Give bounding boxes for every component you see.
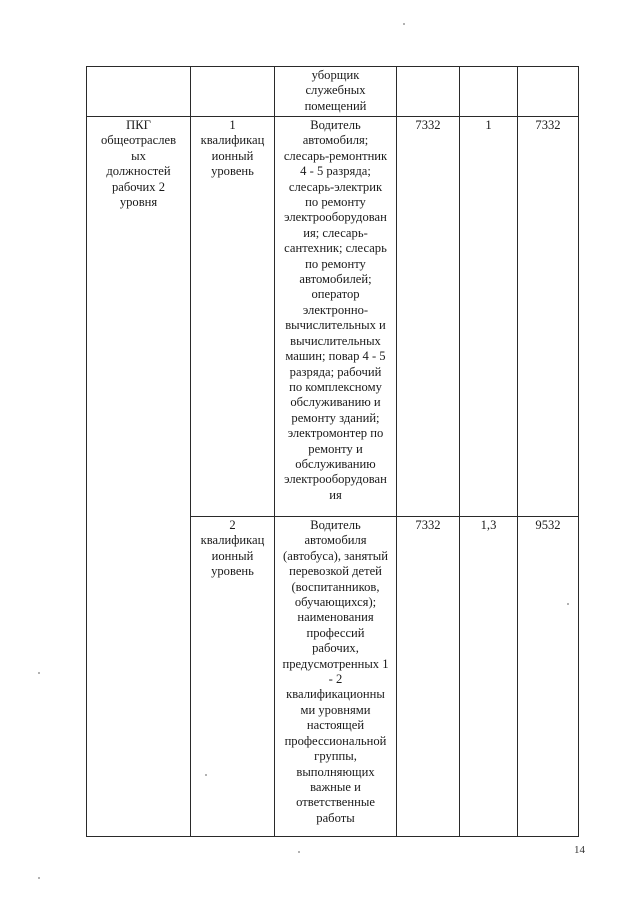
cell-base-salary: 7332	[397, 117, 460, 517]
scan-speck	[38, 877, 40, 879]
cell-group-label: ПКГ общеотраслев ых должностей рабочих 2 уровня	[87, 117, 191, 837]
salary-table	[86, 66, 579, 837]
table-row	[87, 117, 579, 517]
scan-speck	[205, 774, 207, 776]
cell-coefficient: 1	[460, 117, 518, 517]
cell-salary: 7332	[518, 117, 579, 517]
cell-professions: Водитель автомобиля; слесарь-ремонтник 4 - 5 разряда; слесарь-электрик по ремонту электрооборудован ия; слесарь- сантехник; слесарь по ремонту автомобилей; оператор электронно- вычислительных и вычислительных машин; повар 4 - 5 разряда; рабочий по комплексному обслуживанию и ремонту зданий; электромонтер по ремонту и обслуживанию электрооборудован ия	[275, 117, 397, 517]
cell-coef-empty	[460, 67, 518, 117]
cell-qualification-level: 2 квалификац ионный уровень	[191, 517, 275, 837]
scan-speck	[298, 851, 300, 853]
table-row-continued	[87, 67, 579, 117]
cell-professions: Водитель автомобиля (автобуса), занятый перевозкой детей (воспитанников, обучающихся); наименования профессий рабочих, предусмотренных 1 - 2 квалификационны ми уровнями настоящей профессиональной группы, выполняющих важные и ответственные работы	[275, 517, 397, 837]
page-number: 14	[574, 844, 585, 856]
cell-base-empty	[397, 67, 460, 117]
scan-speck	[403, 23, 405, 25]
cell-coefficient: 1,3	[460, 517, 518, 837]
cell-salary: 9532	[518, 517, 579, 837]
cell-group-empty	[87, 67, 191, 117]
cell-level-empty	[191, 67, 275, 117]
cell-qualification-level: 1 квалификац ионный уровень	[191, 117, 275, 517]
cell-profession: уборщик служебных помещений	[275, 67, 397, 117]
cell-base-salary: 7332	[397, 517, 460, 837]
scan-speck	[567, 603, 569, 605]
scan-speck	[38, 672, 40, 674]
cell-salary-empty	[518, 67, 579, 117]
